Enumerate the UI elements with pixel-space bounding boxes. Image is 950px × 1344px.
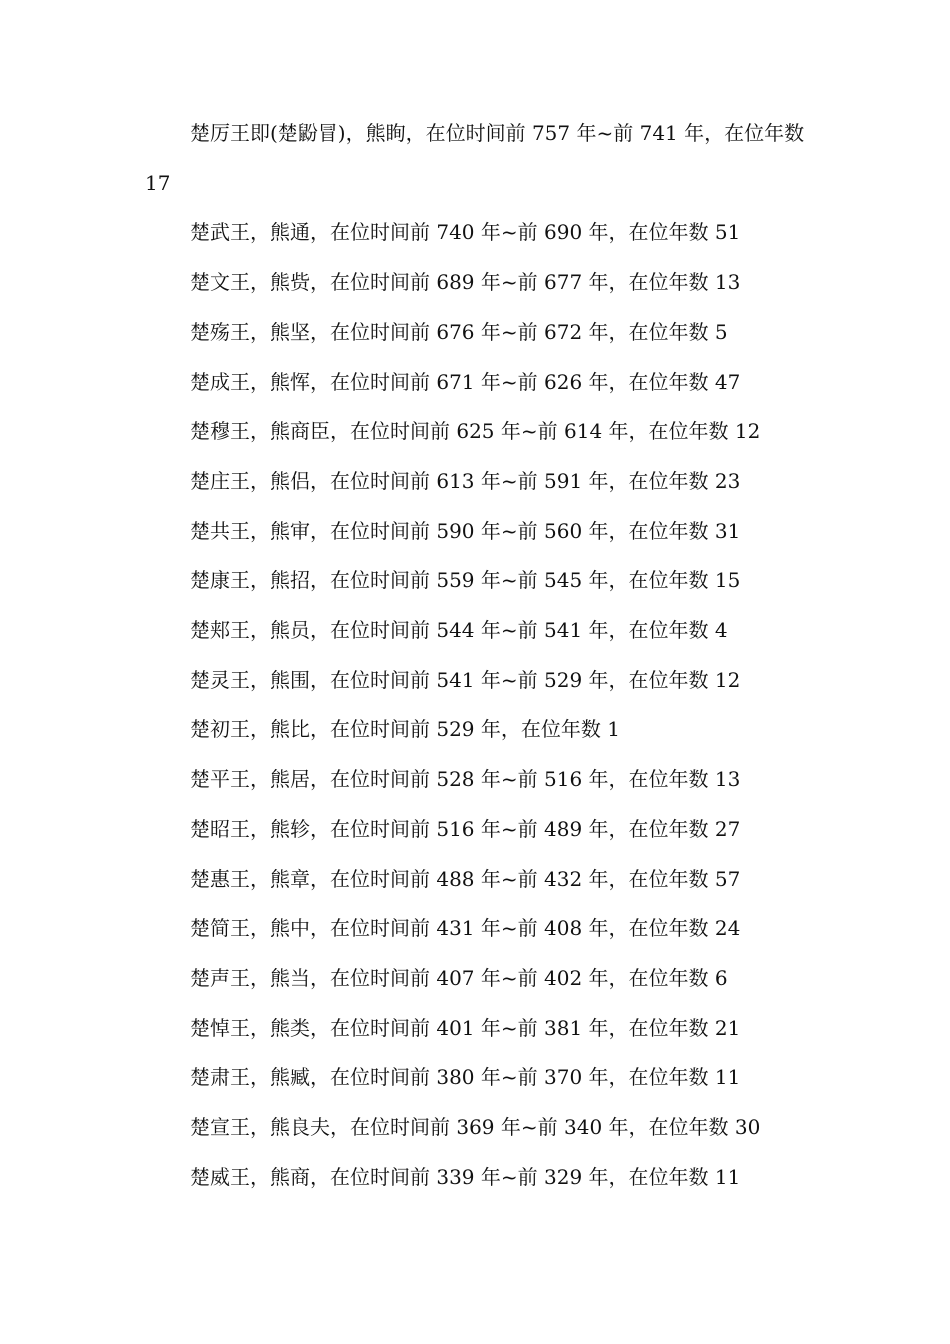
paragraph-chu-wei-wang: 楚威王，熊商，在位时间前 339 年~前 329 年，在位年数 11 bbox=[190, 1164, 741, 1189]
paragraph-chu-ling-wang: 楚灵王，熊围，在位时间前 541 年~前 529 年，在位年数 12 bbox=[190, 667, 741, 692]
paragraph-chu-su-wang: 楚肃王，熊臧，在位时间前 380 年~前 370 年，在位年数 11 bbox=[190, 1065, 741, 1090]
paragraph-chu-jia-wang: 楚郏王，熊员，在位时间前 544 年~前 541 年，在位年数 4 bbox=[190, 618, 728, 643]
paragraph-chu-shang-wang: 楚殇王，熊坚，在位时间前 676 年~前 672 年，在位年数 5 bbox=[190, 319, 728, 344]
paragraph-chu-dao-wang: 楚悼王，熊类，在位时间前 401 年~前 381 年，在位年数 21 bbox=[190, 1015, 741, 1040]
paragraph-chu-kang-wang: 楚康王，熊招，在位时间前 559 年~前 545 年，在位年数 15 bbox=[190, 568, 741, 593]
paragraph-chu-wu-wang: 楚武王，熊通，在位时间前 740 年~前 690 年，在位年数 51 bbox=[190, 220, 741, 245]
paragraph-chu-zhuang-wang: 楚庄王，熊侣，在位时间前 613 年~前 591 年，在位年数 23 bbox=[190, 468, 741, 493]
paragraph-chu-hui-wang: 楚惠王，熊章，在位时间前 488 年~前 432 年，在位年数 57 bbox=[190, 866, 741, 891]
paragraph-chu-cheng-wang: 楚成王，熊恽，在位时间前 671 年~前 626 年，在位年数 47 bbox=[190, 369, 741, 394]
paragraph-chu-ping-wang: 楚平王，熊居，在位时间前 528 年~前 516 年，在位年数 13 bbox=[190, 767, 741, 792]
paragraph-chu-mu-wang: 楚穆王，熊商臣，在位时间前 625 年~前 614 年，在位年数 12 bbox=[190, 419, 761, 444]
paragraph-chu-wen-wang: 楚文王，熊赀，在位时间前 689 年~前 677 年，在位年数 13 bbox=[190, 270, 741, 295]
paragraph-chu-zhao-wang: 楚昭王，熊轸，在位时间前 516 年~前 489 年，在位年数 27 bbox=[190, 816, 741, 841]
document-body bbox=[145, 109, 810, 1202]
paragraph-chu-gong-wang: 楚共王，熊审，在位时间前 590 年~前 560 年，在位年数 31 bbox=[190, 518, 741, 543]
paragraph-chu-xuan-wang: 楚宣王，熊良夫，在位时间前 369 年~前 340 年，在位年数 30 bbox=[190, 1115, 761, 1140]
paragraph-chu-jian-wang: 楚简王，熊中，在位时间前 431 年~前 408 年，在位年数 24 bbox=[190, 916, 741, 941]
paragraph-chu-sheng-wang: 楚声王，熊当，在位时间前 407 年~前 402 年，在位年数 6 bbox=[190, 965, 728, 990]
paragraph-chu-li-wang: 楚厉王即(楚鼢冒)，熊眴，在位时间前 757 年~前 741 年，在位年数 17 bbox=[145, 121, 805, 195]
paragraph-chu-chu-wang: 楚初王，熊比，在位时间前 529 年，在位年数 1 bbox=[190, 717, 620, 742]
